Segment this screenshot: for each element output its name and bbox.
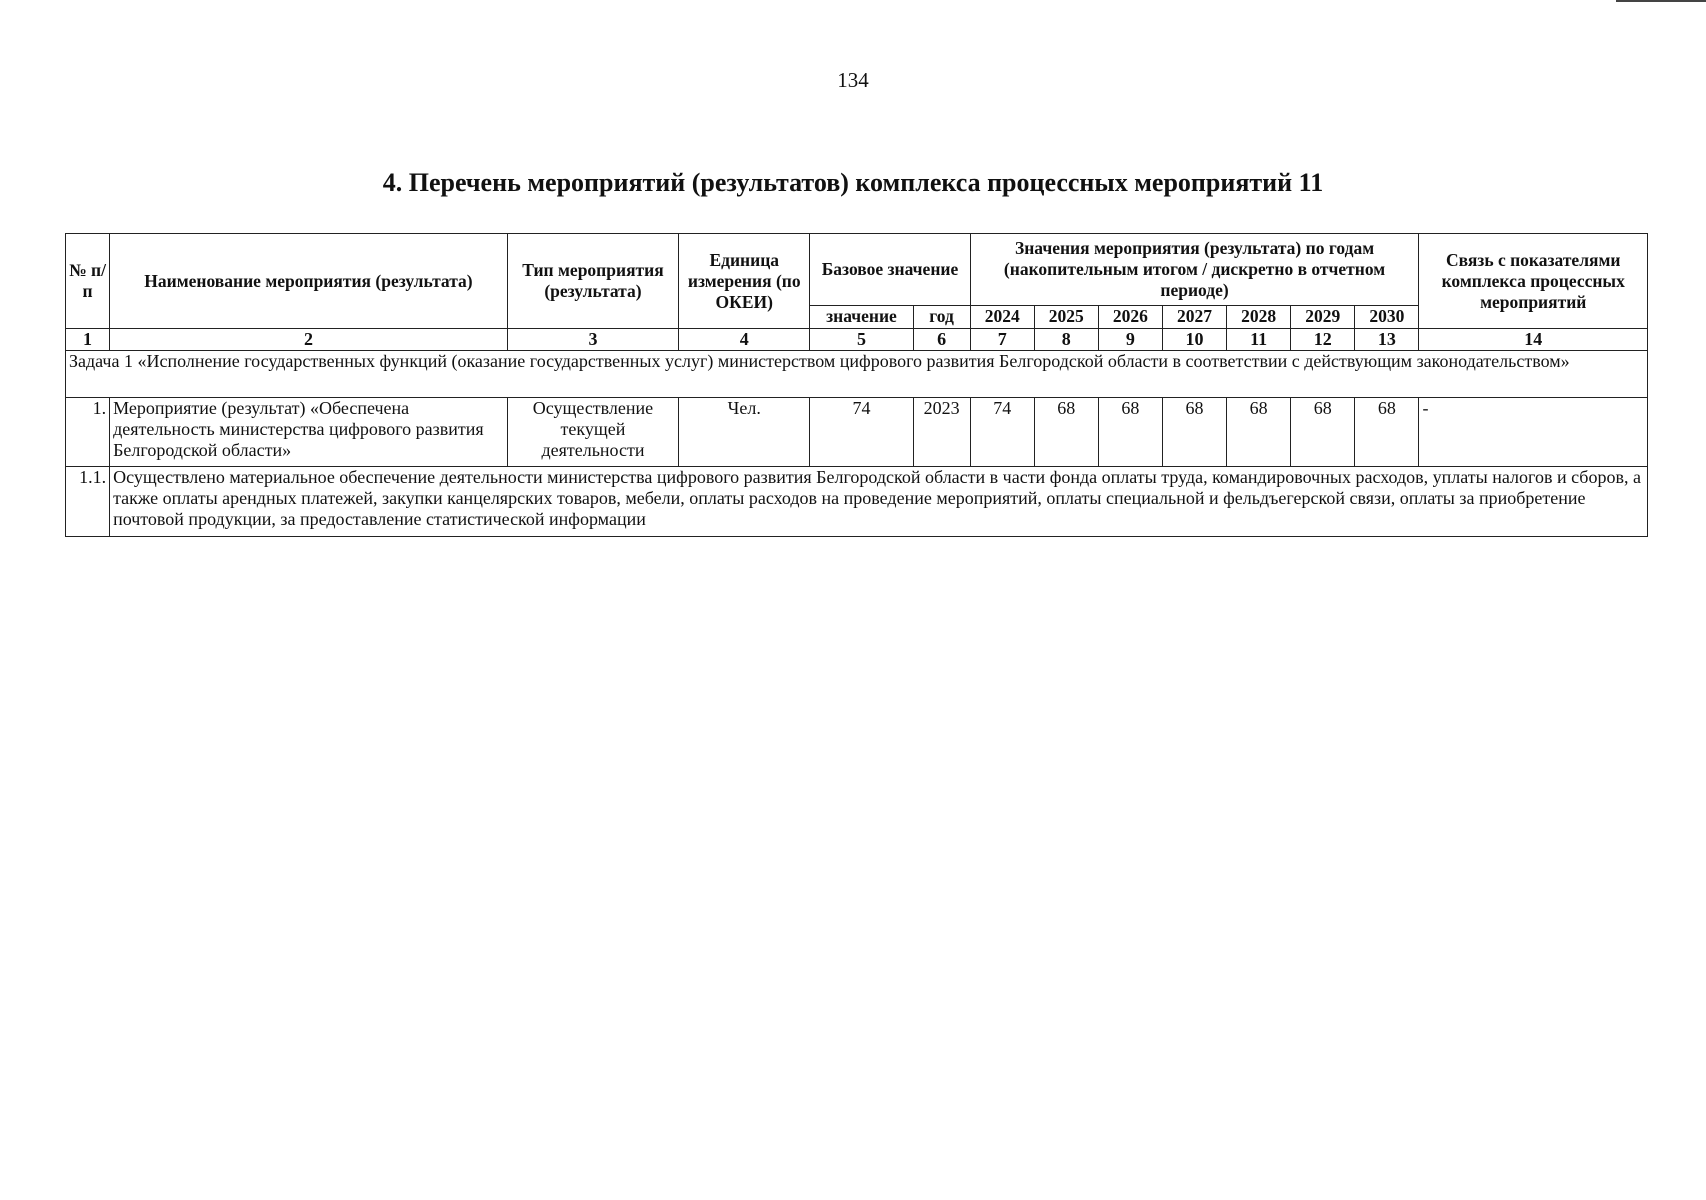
task-text: Задача 1 «Исполнение государственных функций (оказание государственных услуг) министерством цифрового развития Белгородской области в соответствии с действующим законодательством» [66, 351, 1648, 398]
header-type: Тип мероприятия (результата) [507, 234, 678, 329]
header-year-2028: 2028 [1227, 305, 1291, 328]
header-unit: Единица измерения (по ОКЕИ) [679, 234, 810, 329]
activity-value-2026: 68 [1098, 398, 1162, 467]
activities-table [65, 233, 1648, 537]
column-number: 14 [1419, 329, 1648, 351]
activity-value-2025: 68 [1034, 398, 1098, 467]
header-year-2027: 2027 [1162, 305, 1226, 328]
header-base-year: год [913, 305, 970, 328]
column-number: 12 [1291, 329, 1355, 351]
task-row [66, 351, 1648, 398]
header-year-2029: 2029 [1291, 305, 1355, 328]
page-number: 134 [837, 68, 869, 92]
activity-value-2024: 74 [970, 398, 1034, 467]
activity-value-2030: 68 [1355, 398, 1419, 467]
column-number: 2 [110, 329, 508, 351]
header-base-value: значение [810, 305, 913, 328]
document-title: 4. Перечень мероприятий (результатов) комплекса процессных мероприятий 11 [382, 168, 1324, 197]
header-year-2030: 2030 [1355, 305, 1419, 328]
column-number: 13 [1355, 329, 1419, 351]
top-edge-rule [1616, 0, 1706, 2]
activity-num: 1. [66, 398, 110, 467]
column-number: 8 [1034, 329, 1098, 351]
column-number: 6 [913, 329, 970, 351]
column-number: 7 [970, 329, 1034, 351]
column-number: 10 [1162, 329, 1226, 351]
column-number: 5 [810, 329, 913, 351]
subactivity-num: 1.1. [66, 467, 110, 537]
activity-value-2027: 68 [1162, 398, 1226, 467]
subactivity-row [66, 467, 1648, 537]
activity-unit: Чел. [679, 398, 810, 467]
header-row-1 [66, 234, 1648, 306]
header-link: Связь с показателями комплекса процессных мероприятий [1419, 234, 1648, 329]
header-base: Базовое значение [810, 234, 970, 306]
header-years-group: Значения мероприятия (результата) по годам (накопительным итогом / дискретно в отчетном периоде) [970, 234, 1419, 306]
column-number: 11 [1227, 329, 1291, 351]
header-year-2026: 2026 [1098, 305, 1162, 328]
activity-base-value: 74 [810, 398, 913, 467]
activity-row [66, 398, 1648, 467]
column-number: 4 [679, 329, 810, 351]
column-number: 3 [507, 329, 678, 351]
activity-value-2029: 68 [1291, 398, 1355, 467]
column-number: 9 [1098, 329, 1162, 351]
header-name: Наименование мероприятия (результата) [110, 234, 508, 329]
activity-link: - [1419, 398, 1648, 467]
subactivity-text: Осуществлено материальное обеспечение деятельности министерства цифрового развития Белгородской области в части фонда оплаты труда, командировочных расходов, уплаты налогов и сборов, а также оплаты арендных платежей, закупки канцелярских товаров, мебели, оплаты расходов на проведение мероприятий, оплаты специальной и фельдъегерской связи, оплаты за приобретение почтовой продукции, за предоставление статистической информации [110, 467, 1648, 537]
header-num: № п/п [66, 234, 110, 329]
header-year-2025: 2025 [1034, 305, 1098, 328]
activity-value-2028: 68 [1227, 398, 1291, 467]
activity-name: Мероприятие (результат) «Обеспечена деятельность министерства цифрового развития Белгородской области» [110, 398, 508, 467]
header-year-2024: 2024 [970, 305, 1034, 328]
column-number: 1 [66, 329, 110, 351]
column-number-row [66, 329, 1648, 351]
activity-base-year: 2023 [913, 398, 970, 467]
activity-type: Осуществление текущей деятельности [507, 398, 678, 467]
